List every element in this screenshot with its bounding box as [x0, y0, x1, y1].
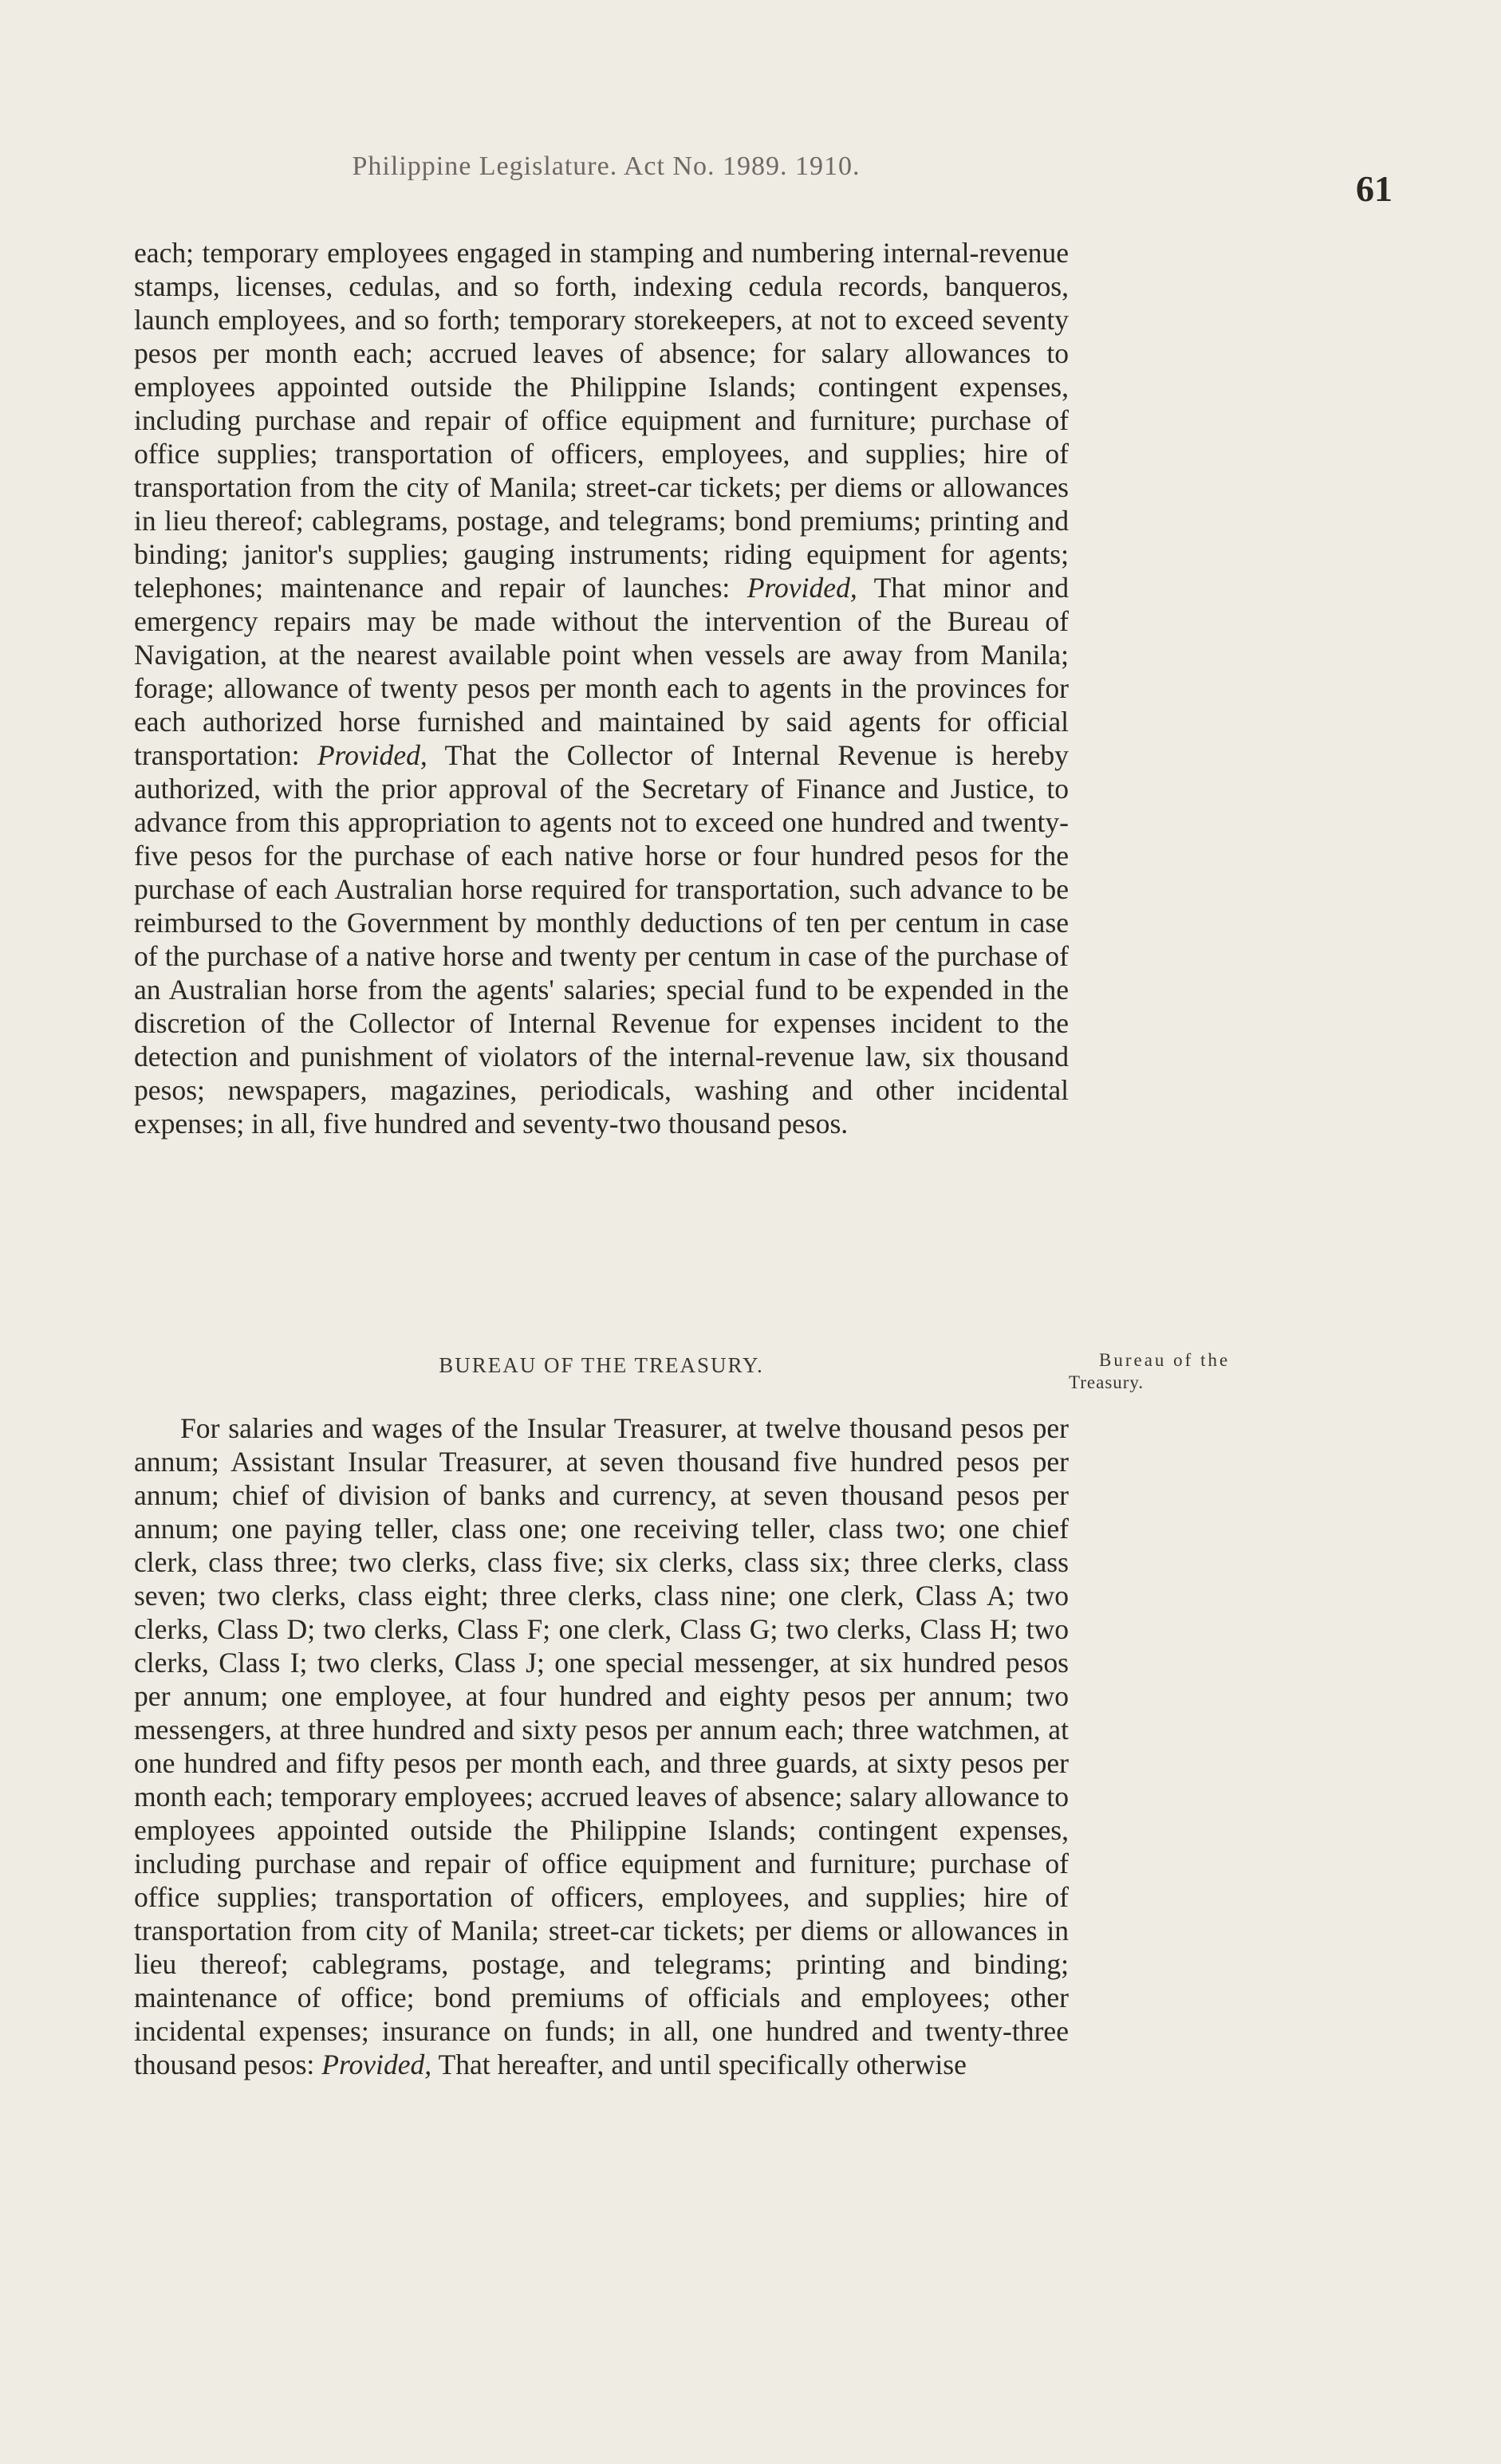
margin-note-line: Treasury. — [1069, 1372, 1144, 1392]
running-head: Philippine Legislature. Act No. 1989. 1910. — [352, 152, 861, 181]
paragraph-internal-revenue-continued — [134, 236, 1069, 1140]
margin-note — [1069, 1349, 1324, 1394]
section-heading: BUREAU OF THE TREASURY. — [439, 1353, 764, 1377]
provided-italic: Provided, — [747, 572, 857, 604]
margin-note-line: Bureau of the — [1099, 1350, 1231, 1370]
page-number: 61 — [1356, 168, 1393, 209]
paragraph-text: each; temporary employees engaged in stamping and numbering internal-revenue stamps, licenses, cedulas, and so forth, indexing cedula records, banqueros, launch employees, and so forth; temporary storekeepers, at not to exceed seventy pesos per month each; accrued leaves of absence; for salary allowances to employees appointed outside the Philippine Islands; contingent expenses, including purchase and repair of office equipment and furniture; purchase of office supplies; transportation of officers, employees, and supplies; hire of transportation from the city of Manila; street-car tickets; per diems or allowances in lieu thereof; cablegrams, postage, and telegrams; bond premiums; printing and binding; janitor's supplies; gauging instruments; riding equipment for agents; telephones; maintenance and repair of launches: — [134, 237, 1069, 604]
paragraph-text: That hereafter, and until specifically otherwise — [438, 2049, 967, 2080]
paragraph-text: That minor and emergency repairs may be made without the intervention of the Bureau of Navigation, at the nearest available point when vessels are away from Manila; forage; allowance of twenty pesos per month each to agents in the provinces for each authorized horse furnished and maintained by said agents for official transportation: — [134, 572, 1069, 771]
paragraph-text: For salaries and wages of the Insular Treasurer, at twelve thousand pesos per annum; Assistant Insular Treasurer, at seven thousand five hundred pesos per annum; chief of division of banks and currency, at seven thousand pesos per annum; one paying teller, class one; one receiving teller, class two; one chief clerk, class three; two clerks, class five; six clerks, class six; three clerks, class seven; two clerks, class eight; three clerks, class nine; one clerk, Class A; two clerks, Class D; two clerks, Class F; one clerk, Class G; two clerks, Class H; two clerks, Class I; two clerks, Class J; one special messenger, at six hundred pesos per annum; one employee, at four hundred and eighty pesos per annum; two messengers, at three hundred and sixty pesos per annum each; three watchmen, at one hundred and fifty pesos per month each, and three guards, at sixty pesos per month each; temporary employees; accrued leaves of absence; salary allowance to employees appointed outside the Philippine Islands; contingent expenses, including purchase and repair of office equipment and furniture; purchase of office supplies; transportation of officers, employees, and supplies; hire of transportation from city of Manila; street-car tickets; per diems or allowances in lieu thereof; cablegrams, postage, and telegrams; printing and binding; maintenance of office; bond premiums of officials and employees; other incidental expenses; insurance on funds; in all, one hundred and twenty-three thousand pesos: — [134, 1412, 1069, 2080]
provided-italic: Provided, — [317, 739, 427, 771]
provided-italic: Provided, — [321, 2049, 432, 2080]
paragraph-text: That the Collector of Internal Revenue is hereby authorized, with the prior approval of the Secretary of Finance and Justice, to advance from this appropriation to agents not to exceed one hundred and twenty-five pesos for the purchase of each native horse or four hundred pesos for the purchase of each Australian horse required for transportation, such advance to be reimbursed to the Government by monthly deductions of ten per centum in case of the purchase of a native horse and twenty per centum in case of the purchase of an Australian horse from the agents' salaries; special fund to be expended in the discretion of the Collector of Internal Revenue for expenses incident to the detection and punishment of violators of the internal-revenue law, six thousand pesos; newspapers, magazines, periodicals, washing and other incidental expenses; in all, five hundred and seventy-two thousand pesos. — [134, 739, 1069, 1140]
paragraph-treasury-salaries — [134, 1411, 1069, 2081]
